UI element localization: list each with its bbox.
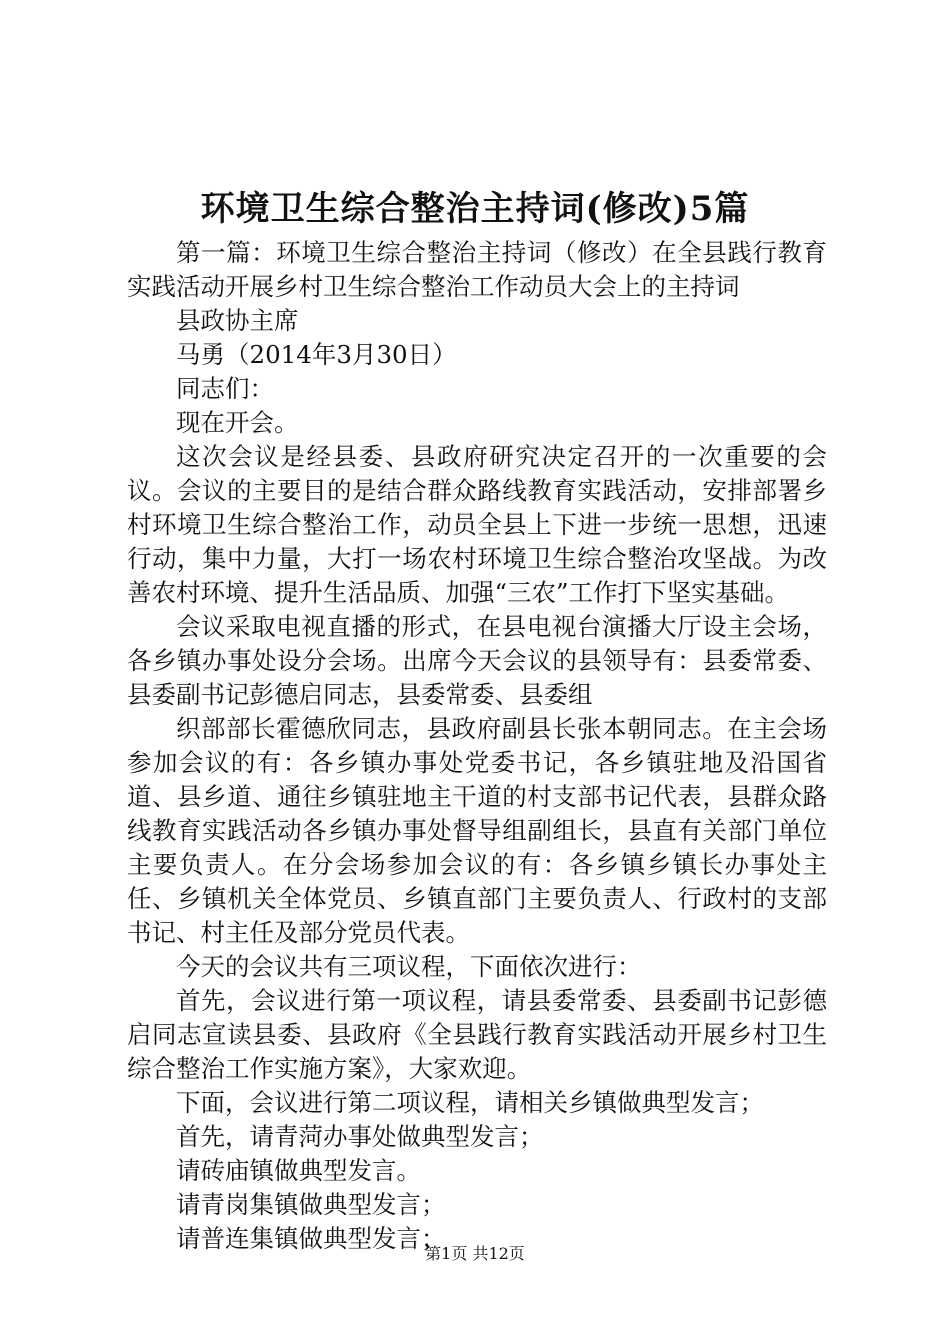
paragraph: 现在开会。 [176, 408, 299, 437]
paragraph: 会议采取电视直播的形式，在县电视台演播大厅设主会场，各乡镇办事处设分会场。出席今天会议的县领导有：县委常委、县委副书记彭德启同志，县委常委、县委组 [127, 612, 827, 709]
paragraph: 下面，会议进行第二项议程，请相关乡镇做典型发言； [176, 1088, 764, 1117]
paragraph: 马勇（2014年3月30日） [176, 340, 457, 369]
paragraph: 这次会议是经县委、县政府研究决定召开的一次重要的会议。会议的主要目的是结合群众路线教育实践活动，安排部署乡村环境卫生综合整治工作，动员全县上下进一步统一思想，迅速行动，集中力量，大打一场农村环境卫生综合整治攻坚战。为改善农村环境、提升生活品质、加强“三农”工作打下坚实基础。 [127, 442, 827, 607]
paragraph: 首先，会议进行第一项议程，请县委常委、县委副书记彭德启同志宣读县委、县政府《全县践行教育实践活动开展乡村卫生综合整治工作实施方案》，大家欢迎。 [127, 986, 827, 1083]
paragraph: 请青岗集镇做典型发言； [176, 1190, 446, 1219]
page-footer: 第1页 共12页 [425, 1244, 525, 1263]
paragraph: 首先，请青菏办事处做典型发言； [176, 1122, 544, 1151]
paragraph: 请普连集镇做典型发言； [176, 1224, 446, 1253]
paragraph: 同志们： [176, 374, 274, 403]
paragraph: 请砖庙镇做典型发言。 [176, 1156, 421, 1185]
paragraph: 今天的会议共有三项议程，下面依次进行： [176, 952, 642, 981]
document-title: 环境卫生综合整治主持词(修改)5篇 [200, 189, 750, 229]
paragraph: 县政协主席 [176, 306, 299, 335]
paragraph: 第一篇：环境卫生综合整治主持词（修改）在全县践行教育实践活动开展乡村卫生综合整治工作动员大会上的主持词 [127, 238, 827, 301]
paragraph: 织部部长霍德欣同志，县政府副县长张本朝同志。在主会场参加会议的有：各乡镇办事处党委书记，各乡镇驻地及沿国省道、县乡道、通往乡镇驻地主干道的村支部书记代表，县群众路线教育实践活动各乡镇办事处督导组副组长，县直有关部门单位主要负责人。在分会场参加会议的有：各乡镇乡镇长办事处主任、乡镇机关全体党员、乡镇直部门主要负责人、行政村的支部书记、村主任及部分党员代表。 [127, 714, 827, 947]
document-body [127, 236, 827, 1256]
